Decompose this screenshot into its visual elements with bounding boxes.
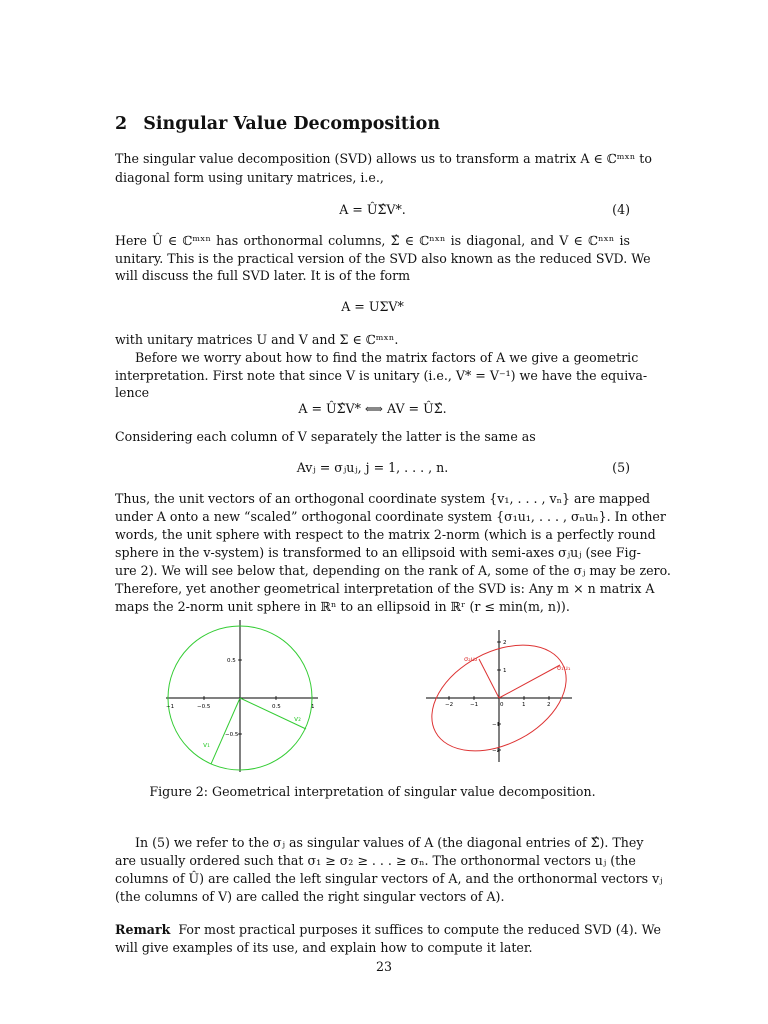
equation-5-body: Avⱼ = σⱼuⱼ, j = 1, . . . , n. xyxy=(296,460,449,475)
equation-5 xyxy=(115,458,630,477)
equation-5-number: (5) xyxy=(612,460,630,475)
label-v2: v₂ xyxy=(294,715,301,723)
equation-4-number: (4) xyxy=(612,202,630,217)
tick-label: −0.5 xyxy=(197,704,211,710)
label-v1: v₁ xyxy=(203,741,210,749)
tick-label: 0.5 xyxy=(272,704,281,710)
paragraph-line: columns of Û) are called the left singular vectors of A, and the orthonormal vectors vⱼ xyxy=(115,871,663,886)
paragraph-line: (the columns of V) are called the right singular vectors of A). xyxy=(115,889,505,904)
remark-text: For most practical purposes it suffices to compute the reduced SVD (4). We xyxy=(178,922,662,937)
paragraph-line: In (5) we refer to the σⱼ as singular values of A (the diagonal entries of Σ̂). They xyxy=(135,835,644,850)
vector-v1 xyxy=(211,698,240,764)
tick-label: −1 xyxy=(166,704,175,710)
paragraph-line: with unitary matrices U and V and Σ ∈ ℂᵐˣⁿ. xyxy=(115,332,399,347)
figure-unit-circle xyxy=(164,618,320,774)
paragraph-line: will discuss the full SVD later. It is of the form xyxy=(115,268,411,283)
vector-sigma1-u1 xyxy=(499,665,560,698)
tick-label: −0.5 xyxy=(225,732,239,738)
equation-equivalence: A = ÛΣ̂V* ⟺ AV = ÛΣ̂. xyxy=(298,401,447,416)
paragraph-line: will give examples of its use, and explain how to compute it later. xyxy=(115,940,533,955)
section-title: Singular Value Decomposition xyxy=(143,114,441,134)
paragraph-line: diagonal form using unitary matrices, i.e., xyxy=(115,170,384,185)
equation-4-body: A = ÛΣ̂V*. xyxy=(339,202,406,217)
label-sigma1-u1: σ₁u₁ xyxy=(557,664,571,672)
tick-label: 2 xyxy=(503,640,507,646)
paragraph-line: Thus, the unit vectors of an orthogonal coordinate system {v₁, . . . , vₙ} are mapped xyxy=(115,491,651,506)
paragraph-line: maps the 2-norm unit sphere in ℝⁿ to an ellipsoid in ℝʳ (r ≤ min(m, n)). xyxy=(115,599,570,614)
label-sigma2-u2: σ₂u₂ xyxy=(464,655,478,663)
paragraph-line: ure 2). We will see below that, depending on the rank of A, some of the σⱼ may be zero. xyxy=(115,563,671,578)
section-number: 2 xyxy=(115,114,128,134)
paragraph-line: sphere in the v-system) is transformed to an ellipsoid with semi-axes σⱼuⱼ (see Fig- xyxy=(115,545,641,560)
equation-4 xyxy=(115,200,630,219)
vector-v2 xyxy=(240,698,306,729)
tick-label: 0.5 xyxy=(227,658,236,664)
paragraph-line: Here Û ∈ ℂᵐˣⁿ has orthonormal columns, Σ̂ ∈ ℂⁿˣⁿ is diagonal, and V ∈ ℂⁿˣⁿ is xyxy=(115,233,630,248)
paragraph-line: words, the unit sphere with respect to the matrix 2-norm (which is a perfectly round xyxy=(115,527,656,542)
figure-ellipse xyxy=(424,628,574,764)
figure-caption: Figure 2: Geometrical interpretation of singular value decomposition. xyxy=(149,784,596,799)
paragraph-line: under A onto a new “scaled” orthogonal coordinate system {σ₁u₁, . . . , σₙuₙ}. In other xyxy=(115,509,666,524)
paragraph-line: Before we worry about how to find the matrix factors of A we give a geometric xyxy=(135,350,639,365)
paragraph-line: The singular value decomposition (SVD) allows us to transform a matrix A ∈ ℂᵐˣⁿ to xyxy=(115,151,652,166)
equation-full-svd: A = UΣV* xyxy=(341,299,404,314)
paragraph-line: Therefore, yet another geometrical interpretation of the SVD is: Any m × n matrix A xyxy=(115,581,655,596)
paragraph-line: unitary. This is the practical version of the SVD also known as the reduced SVD. We xyxy=(115,251,651,266)
remark-label: Remark xyxy=(115,922,171,937)
section-heading xyxy=(115,114,440,134)
page-number: 23 xyxy=(375,959,393,974)
tick-label: 0 xyxy=(500,702,504,708)
paragraph-line: interpretation. First note that since V is unitary (i.e., V* = V⁻¹) we have the equiva- xyxy=(115,368,648,383)
tick-label: −2 xyxy=(492,748,501,754)
tick-label: 1 xyxy=(311,704,315,710)
vector-sigma2-u2 xyxy=(479,659,499,698)
paragraph-line: Considering each column of V separately the latter is the same as xyxy=(115,429,536,444)
paragraph-line: lence xyxy=(115,385,150,400)
tick-label: −1 xyxy=(470,702,479,708)
remark-line xyxy=(115,920,662,939)
tick-label: 1 xyxy=(503,668,507,674)
tick-label: −2 xyxy=(445,702,454,708)
paragraph-line: are usually ordered such that σ₁ ≥ σ₂ ≥ . . . ≥ σₙ. The orthonormal vectors uⱼ (the xyxy=(115,853,636,868)
tick-label: 2 xyxy=(547,702,551,708)
tick-label: 1 xyxy=(522,702,526,708)
tick-label: −1 xyxy=(492,722,501,728)
